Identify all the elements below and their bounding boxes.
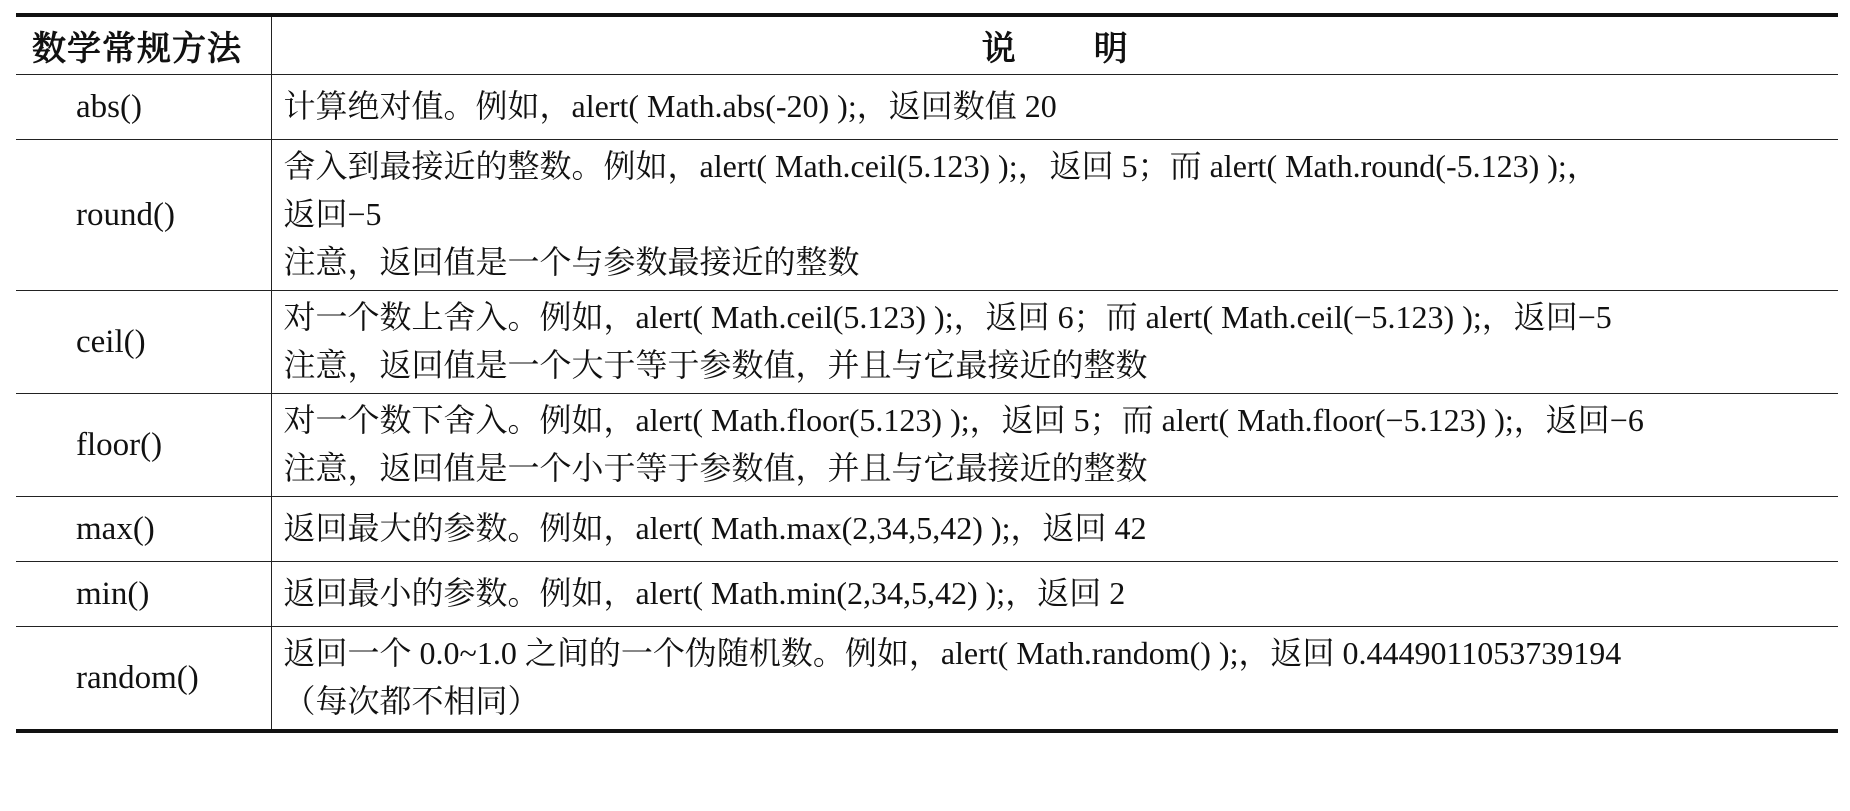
description-line: 返回一个 0.0~1.0 之间的一个伪随机数。例如，alert( Math.random() );，返回 0.4449011053739194 xyxy=(283,635,1622,671)
method-name-cell: max() xyxy=(16,497,271,562)
description-line: 计算绝对值。例如，alert( Math.abs(-20) );，返回数值 20 xyxy=(283,88,1057,124)
header-description-column xyxy=(271,15,1838,75)
table-row-floor xyxy=(16,394,1838,497)
method-name-cell: min() xyxy=(16,562,271,627)
description-cell xyxy=(271,291,1838,394)
description-cell xyxy=(271,497,1838,562)
description-line: 返回−5 xyxy=(283,196,382,232)
description-cell xyxy=(271,394,1838,497)
math-methods-table xyxy=(16,13,1838,733)
description-line: 注意，返回值是一个大于等于参数值，并且与它最接近的整数 xyxy=(283,347,1148,383)
description-line: 注意，返回值是一个小于等于参数值，并且与它最接近的整数 xyxy=(283,450,1148,486)
description-line: 对一个数下舍入。例如，alert( Math.floor(5.123) );，返回 5；而 alert( Math.floor(−5.123) );，返回−6 xyxy=(283,402,1644,438)
table-row-min xyxy=(16,562,1838,627)
header-method-column: 数学常规方法 xyxy=(16,15,271,75)
header-description-char-2: 明 xyxy=(1093,29,1128,69)
table-row-random xyxy=(16,627,1838,732)
method-name-cell: ceil() xyxy=(16,291,271,394)
table-row-max xyxy=(16,497,1838,562)
table-row-ceil xyxy=(16,291,1838,394)
method-name-cell: random() xyxy=(16,627,271,732)
header-description-char-1: 说 xyxy=(981,29,1016,69)
description-line: 舍入到最接近的整数。例如，alert( Math.ceil(5.123) );，返回 5；而 alert( Math.round(-5.123) );， xyxy=(283,148,1599,184)
description-cell xyxy=(271,75,1838,140)
description-line: 返回最小的参数。例如，alert( Math.min(2,34,5,42) );，返回 2 xyxy=(283,575,1126,611)
description-cell xyxy=(271,562,1838,627)
table-header-row xyxy=(16,15,1838,75)
math-methods-table-container xyxy=(16,13,1838,733)
method-name-cell: floor() xyxy=(16,394,271,497)
description-line: 注意，返回值是一个与参数最接近的整数 xyxy=(283,244,860,280)
table-row-round xyxy=(16,140,1838,291)
description-line: 返回最大的参数。例如，alert( Math.max(2,34,5,42) );，返回 42 xyxy=(283,510,1147,546)
method-name-cell: round() xyxy=(16,140,271,291)
description-line: 对一个数上舍入。例如，alert( Math.ceil(5.123) );，返回 6；而 alert( Math.ceil(−5.123) );，返回−5 xyxy=(283,299,1612,335)
description-cell xyxy=(271,627,1838,732)
description-cell xyxy=(271,140,1838,291)
method-name-cell: abs() xyxy=(16,75,271,140)
description-line: （每次都不相同） xyxy=(283,683,540,719)
table-row-abs xyxy=(16,75,1838,140)
